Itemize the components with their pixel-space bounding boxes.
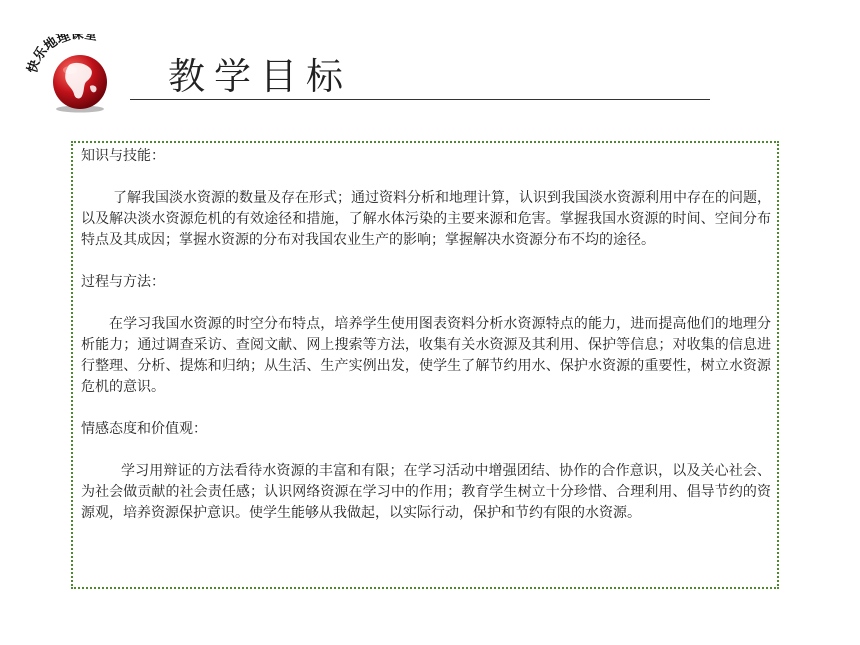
logo-text: 快乐地理课堂 [25, 34, 99, 76]
section-heading-knowledge: 知识与技能： [81, 148, 165, 164]
objectives-content [81, 146, 771, 524]
section-heading-values: 情感态度和价值观： [81, 421, 207, 437]
section-body-knowledge: 了解我国淡水资源的数量及存在形式；通过资料分析和地理计算，认识到我国淡水资源利用中存在的问题，以及解决淡水资源危机的有效途径和措施，了解水体污染的主要来源和危害。掌握我国水资源的时间、空间分布特点及其成因；掌握水资源的分布对我国农业生产的影响；掌握解决水资源分布不均的途径。 [81, 190, 771, 248]
section-body-values: 学习用辩证的方法看待水资源的丰富和有限；在学习活动中增强团结、协作的合作意识，以及关心社会、为社会做贡献的社会责任感；认识网络资源在学习中的作用；教育学生树立十分珍惜、合理利用、倡导节约的资源观，培养资源保护意识。使学生能够从我做起，以实际行动，保护和节约有限的水资源。 [81, 463, 771, 521]
course-logo [24, 34, 134, 114]
title-divider [130, 99, 710, 100]
section-heading-process: 过程与方法： [81, 274, 165, 290]
section-body-process: 在学习我国水资源的时空分布特点，培养学生使用图表资料分析水资源特点的能力，进而提高他们的地理分析能力；通过调查采访、查阅文献、网上搜索等方法，收集有关水资源及其利用、保护等信息；对收集的信息进行整理、分析、提炼和归纳；从生活、生产实例出发，使学生了解节约用水、保护水资源的重要性，树立水资源危机的意识。 [81, 316, 771, 395]
page-title: 教学目标 [168, 55, 352, 98]
globe-icon [24, 34, 134, 114]
